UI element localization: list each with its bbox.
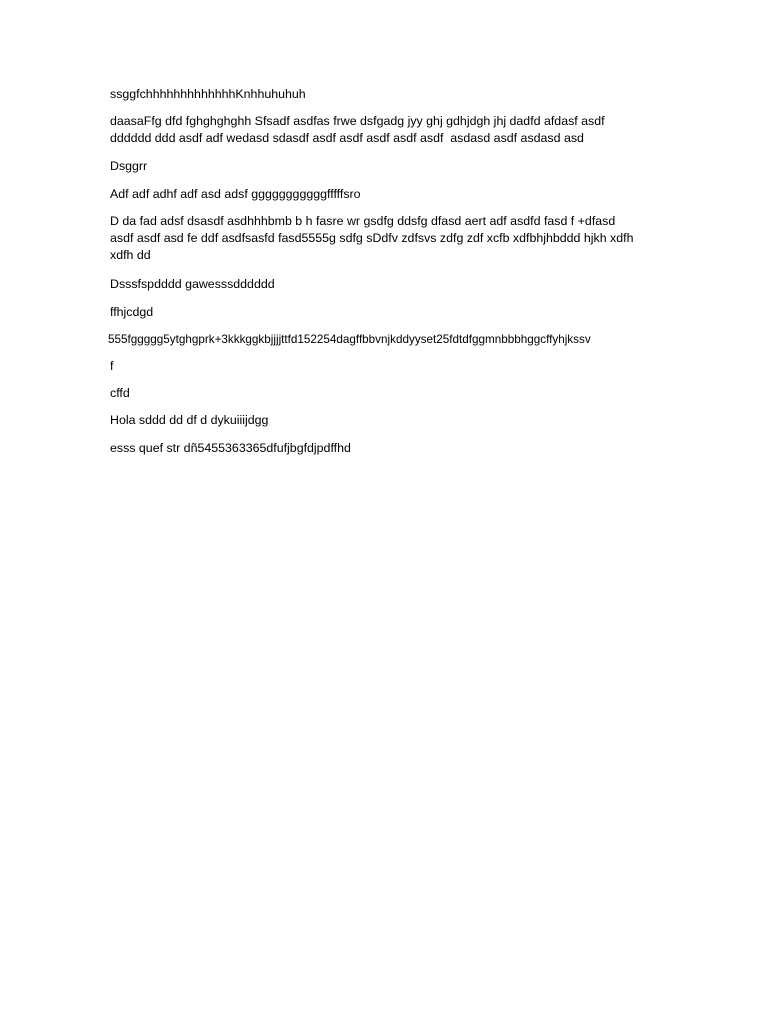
paragraph-1: ssggfchhhhhhhhhhhhhKnhhuhuhuh: [110, 87, 306, 101]
paragraph-3: Dsggrr: [110, 159, 148, 173]
paragraph-4: Adf adf adhf adf asd adsf gggggggggggfffffsro: [110, 187, 361, 201]
paragraph-11: Hola sddd dd df d dykuiiijdgg: [110, 413, 269, 427]
paragraph-9: f: [110, 359, 114, 373]
paragraph-8: 555fggggg5ytghgprk+3kkkggkbjjjjttfd152254dagffbbvnjkddyyset25fdtdfggmnbbbhggcffyhjkssv: [108, 333, 591, 346]
paragraph-10: cffd: [110, 386, 130, 400]
paragraph-7: ffhjcdgd: [110, 305, 154, 319]
paragraph-12: esss quef str dñ5455363365dfufjbgfdjpdffhd: [110, 441, 351, 455]
paragraph-5: D da fad adsf dsasdf asdhhhbmb b h fasre wr gsdfg ddsfg dfasd aert adf asdfd fasd f +dfasd asdf asdf asd fe ddf asdfsasfd fasd5555g sdfg sDdfv zdfsvs zdfg zdf xcfb xdfbhjhbddd hjkh xdfh xdfh dd: [110, 214, 634, 262]
paragraph-2: daasaFfg dfd fghghghghh Sfsadf asdfas frwe dsfgadg jyy ghj gdhjdgh jhj dadfd afdasf asdf dddddd ddd asdf adf wedasd sdasdf asdf asdf asdf asdf asdf asdasd asdf asdasd asd: [110, 114, 605, 145]
paragraph-6: Dsssfspdddd gawesssdddddd: [110, 277, 275, 291]
